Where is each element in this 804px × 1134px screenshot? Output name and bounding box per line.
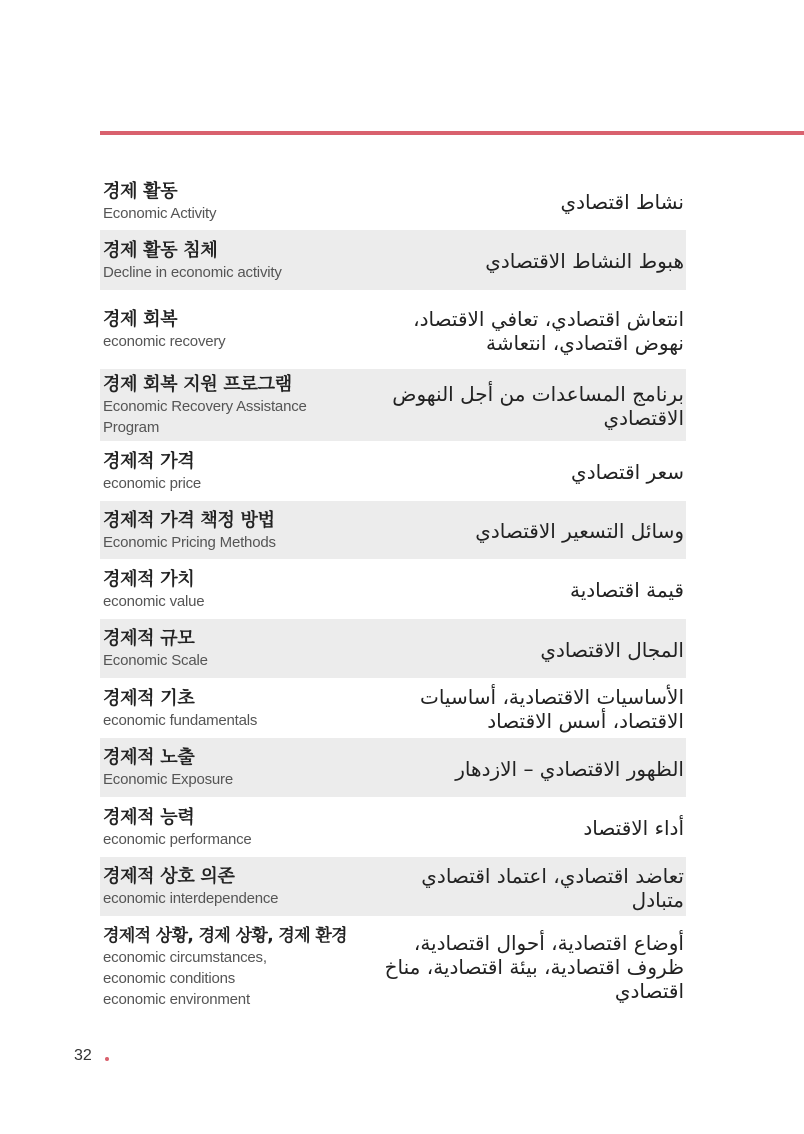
- english-term: economic value: [103, 592, 205, 610]
- glossary-row: [100, 501, 686, 559]
- arabic-term: أداء الاقتصاد: [583, 816, 684, 840]
- english-term: Economic Activity: [103, 204, 217, 222]
- term-cell: [103, 688, 351, 731]
- glossary-row: [100, 559, 686, 619]
- term-cell: [103, 181, 351, 224]
- english-term: economic price: [103, 474, 202, 492]
- term-cell: [103, 240, 351, 283]
- term-cell: [103, 309, 351, 352]
- arabic-term: الأساسيات الاقتصادية، أساسيات الاقتصاد، أسس الاقتصاد: [419, 685, 684, 733]
- arabic-term: الظهور الاقتصادي – الازدهار: [455, 756, 684, 781]
- arabic-term: تعاضد اقتصادي، اعتماد اقتصادي متبادل: [421, 863, 684, 912]
- english-term: Decline in economic activity: [103, 263, 282, 281]
- korean-term: 경제적 규모: [103, 628, 195, 649]
- arabic-term: أوضاع اقتصادية، أحوال اقتصادية، ظروف اقتصادية، بيئة اقتصادية، مناخ اقتصادي: [384, 931, 684, 1003]
- english-term: economic recovery: [103, 333, 226, 350]
- english-term: Economic Recovery Assistance Program: [103, 398, 307, 436]
- glossary-row: [100, 172, 686, 230]
- arabic-term: انتعاش اقتصادي، تعافي الاقتصاد، نهوض اقتصادي، انتعاشة: [413, 306, 684, 355]
- glossary-row: [100, 441, 686, 501]
- glossary-row: [100, 230, 686, 290]
- english-term: economic circumstances,: [103, 948, 267, 966]
- glossary-row: [100, 797, 686, 857]
- english-term: economic performance: [103, 830, 252, 848]
- english-term: economic conditions: [103, 969, 236, 987]
- term-cell: [103, 628, 351, 671]
- korean-term: 경제 활동 침체: [103, 239, 218, 261]
- korean-term: 경제적 가치: [103, 568, 195, 590]
- term-cell: [103, 374, 351, 438]
- glossary-row: [100, 369, 686, 441]
- glossary-row: [100, 916, 686, 1014]
- page-number-dot: [105, 1057, 109, 1061]
- korean-term: 경제적 능력: [103, 806, 195, 828]
- glossary-row: [100, 857, 686, 916]
- english-term: economic fundamentals: [103, 711, 258, 729]
- term-cell: [103, 510, 351, 553]
- glossary-row: [100, 738, 686, 797]
- term-cell: [103, 747, 351, 790]
- korean-term: 경제적 상호 의존: [103, 866, 235, 887]
- korean-term: 경제적 가격: [103, 450, 195, 472]
- korean-term: 경제적 상황, 경제 상황, 경제 환경: [103, 925, 347, 946]
- arabic-term: المجال الاقتصادي: [540, 637, 684, 662]
- arabic-term: نشاط اقتصادي: [560, 190, 684, 214]
- glossary-row: [100, 619, 686, 678]
- korean-term: 경제적 기초: [103, 687, 195, 709]
- korean-term: 경제 회복: [103, 309, 178, 330]
- korean-term: 경제적 노출: [103, 747, 195, 768]
- english-term: Economic Pricing Methods: [103, 533, 276, 551]
- english-term: Economic Exposure: [103, 771, 233, 788]
- term-cell: [103, 569, 351, 612]
- arabic-term: سعر اقتصادي: [571, 460, 684, 484]
- glossary-row: [100, 290, 686, 369]
- korean-term: 경제 회복 지원 프로그램: [103, 374, 292, 395]
- arabic-term: هبوط النشاط الاقتصادي: [485, 249, 684, 273]
- glossary-table: [100, 172, 686, 1014]
- term-cell: [103, 807, 351, 850]
- term-cell: [103, 866, 351, 909]
- english-term: economic interdependence: [103, 890, 279, 907]
- english-term: Economic Scale: [103, 652, 208, 669]
- page-number: 32: [74, 1047, 92, 1064]
- english-term: economic environment: [103, 990, 250, 1008]
- arabic-term: برنامج المساعدات من أجل النهوض الاقتصادي: [392, 382, 684, 430]
- arabic-term: وسائل التسعير الاقتصادي: [475, 519, 684, 543]
- term-cell: [103, 925, 351, 1010]
- term-cell: [103, 451, 351, 494]
- top-accent-rule: [100, 131, 804, 135]
- korean-term: 경제적 가격 책정 방법: [103, 509, 275, 531]
- arabic-term: قيمة اقتصادية: [569, 578, 684, 602]
- korean-term: 경제 활동: [103, 180, 178, 202]
- glossary-row: [100, 678, 686, 738]
